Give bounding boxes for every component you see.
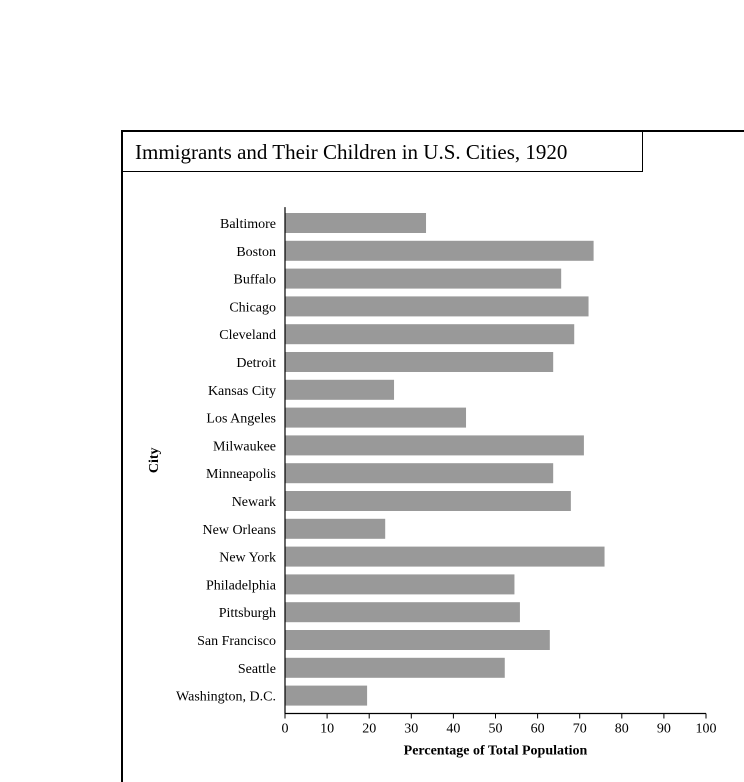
- x-tick-label-50: 50: [488, 721, 503, 737]
- bar-cleveland: [285, 324, 574, 344]
- y-tick-label-new-orleans: New Orleans: [202, 522, 276, 538]
- x-axis: [282, 714, 717, 737]
- y-axis-label: City: [147, 447, 162, 474]
- bar-newark: [285, 491, 571, 511]
- x-tick-label-30: 30: [404, 721, 419, 737]
- bar-seattle: [285, 658, 505, 678]
- bar-baltimore: [285, 213, 426, 233]
- x-tick-label-70: 70: [572, 721, 587, 737]
- y-tick-label-milwaukee: Milwaukee: [213, 439, 276, 455]
- x-tick-label-20: 20: [362, 721, 377, 737]
- y-tick-label-seattle: Seattle: [237, 661, 276, 677]
- bar-chicago: [285, 296, 589, 316]
- y-tick-label-minneapolis: Minneapolis: [206, 467, 276, 483]
- y-tick-labels: [176, 217, 277, 705]
- y-tick-label-philadelphia: Philadelphia: [206, 578, 276, 594]
- bars-group: [285, 213, 605, 706]
- bar-boston: [285, 241, 594, 261]
- x-axis-label: Percentage of Total Population: [403, 743, 588, 759]
- x-tick-label-90: 90: [656, 721, 671, 737]
- bar-los-angeles: [285, 408, 466, 428]
- bar-buffalo: [285, 269, 561, 289]
- y-tick-label-boston: Boston: [236, 244, 276, 260]
- y-tick-label-newark: Newark: [231, 495, 276, 510]
- bar-philadelphia: [285, 574, 514, 594]
- y-tick-label-new-york: New York: [219, 550, 276, 566]
- bar-milwaukee: [285, 435, 584, 455]
- chart-title: Immigrants and Their Children in U.S. Cities, 1920: [135, 140, 568, 164]
- y-tick-label-pittsburgh: Pittsburgh: [218, 606, 276, 622]
- bar-new-orleans: [285, 519, 385, 539]
- y-tick-label-los-angeles: Los Angeles: [206, 411, 276, 427]
- x-tick-label-80: 80: [614, 721, 629, 737]
- bar-pittsburgh: [285, 602, 520, 622]
- x-tick-label-0: 0: [281, 721, 289, 737]
- x-tick-label-100: 100: [695, 721, 717, 737]
- bar-washington-d-c: [285, 686, 367, 706]
- x-tick-label-10: 10: [320, 721, 335, 737]
- x-tick-label-40: 40: [446, 721, 461, 737]
- bar-kansas-city: [285, 380, 394, 400]
- y-tick-label-san-francisco: San Francisco: [197, 634, 276, 649]
- x-tick-label-60: 60: [530, 721, 545, 737]
- bar-detroit: [285, 352, 553, 372]
- bar-new-york: [285, 547, 605, 567]
- y-tick-label-baltimore: Baltimore: [220, 217, 276, 232]
- bar-minneapolis: [285, 463, 553, 483]
- bar-san-francisco: [285, 630, 550, 650]
- y-tick-label-chicago: Chicago: [229, 300, 276, 316]
- y-tick-label-cleveland: Cleveland: [219, 328, 276, 344]
- y-tick-label-buffalo: Buffalo: [233, 272, 276, 288]
- y-tick-label-detroit: Detroit: [236, 356, 276, 371]
- y-tick-label-washington-d-c: Washington, D.C.: [176, 689, 276, 705]
- y-tick-label-kansas-city: Kansas City: [207, 383, 276, 399]
